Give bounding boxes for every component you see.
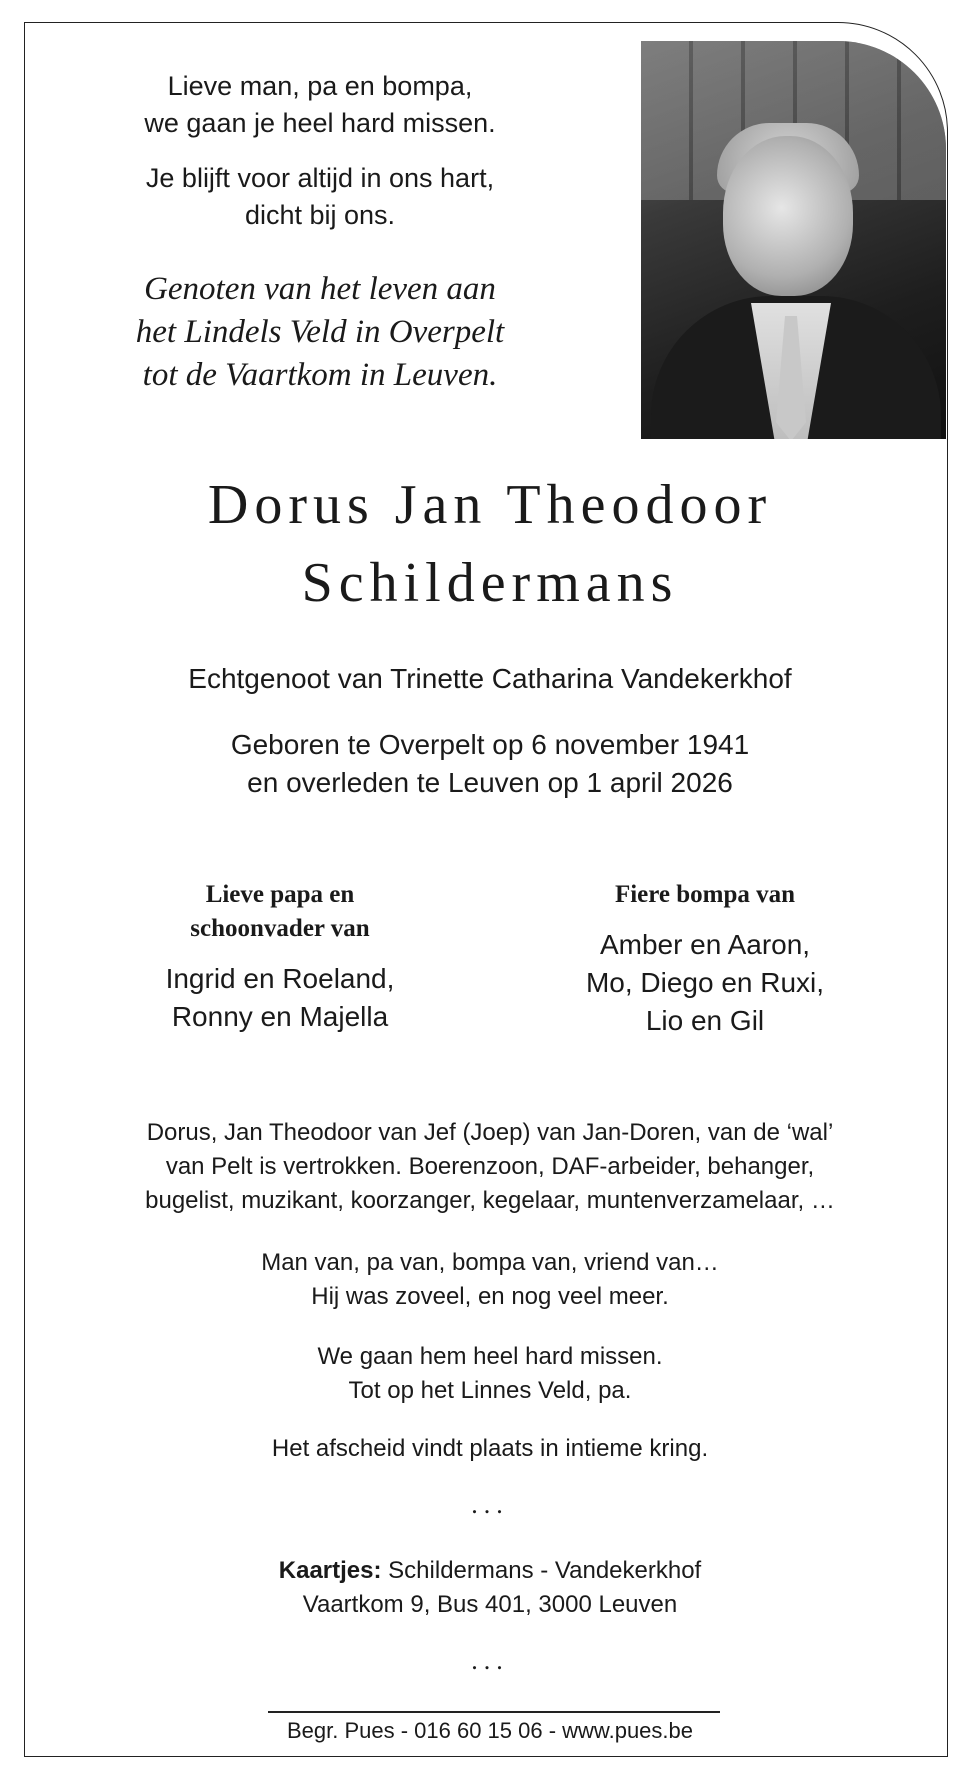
birth-death: [60, 726, 920, 802]
footer-rule: [268, 1711, 720, 1713]
grandchildren-heading: Fiere bompa van: [614, 881, 796, 908]
cards-address: [60, 1554, 920, 1622]
grandchildren-names: Amber en Aaron, Mo, Diego en Ruxi, Lio en Gil: [585, 929, 825, 1036]
motto-line: het Lindels Veld in Overpelt: [135, 314, 505, 350]
motto-line: Genoten van het leven aan: [144, 271, 496, 307]
story-paragraph-1: Dorus, Jan Theodoor van Jef (Joep) van Jan-Doren, van de ‘wal’ van Pelt is vertrokken. Boerenzoon, DAF-arbeider, behanger, bugelist, muzikant, koorzanger, kegelaar, muntenverzamelaar, …: [145, 1119, 835, 1214]
poem-line: Lieve man, pa en bompa,: [167, 71, 473, 101]
cards-name: Schildermans - Vandekerkhof: [381, 1557, 702, 1584]
cards-street: Vaartkom 9, Bus 401, 3000 Leuven: [302, 1591, 678, 1618]
poem-line: dicht bij ons.: [244, 200, 396, 230]
portrait-photo: [641, 41, 946, 439]
children-names: Ingrid en Roeland, Ronny en Majella: [165, 963, 395, 1032]
story-paragraph-4: Het afscheid vindt plaats in intieme kring.: [271, 1435, 709, 1462]
poem-line: Je blijft voor altijd in ons hart,: [145, 163, 495, 193]
motto-line: tot de Vaartkom in Leuven.: [142, 357, 498, 393]
birth-line: Geboren te Overpelt op 6 november 1941: [230, 729, 750, 760]
name-line: Schildermans: [301, 552, 679, 614]
name-line: Dorus Jan Theodoor: [207, 474, 773, 536]
poem-stanza-2: [60, 160, 580, 234]
poem-stanza-1: [60, 68, 580, 142]
separator-dots: ...: [471, 1490, 509, 1519]
children-column: [120, 878, 440, 1036]
cards-label: Kaartjes:: [278, 1557, 382, 1584]
story-paragraph-2: Man van, pa van, bompa van, vriend van… Hij was zoveel, en nog veel meer.: [261, 1249, 719, 1310]
grandchildren-column: [540, 878, 870, 1040]
children-heading: Lieve papa en schoonvader van: [190, 881, 370, 942]
death-line: en overleden te Leuven op 1 april 2026: [247, 767, 733, 798]
separator-dots-2: ...: [471, 1646, 509, 1675]
poem-line: we gaan je heel hard missen.: [144, 108, 496, 138]
motto: [60, 268, 580, 397]
spouse-line: Echtgenoot van Trinette Catharina Vandekerkhof: [188, 663, 792, 694]
deceased-name: [60, 466, 920, 622]
story-paragraph-3: We gaan hem heel hard missen. Tot op het Linnes Veld, pa.: [317, 1343, 663, 1404]
funeral-home-footer: Begr. Pues - 016 60 15 06 - www.pues.be: [286, 1718, 694, 1743]
